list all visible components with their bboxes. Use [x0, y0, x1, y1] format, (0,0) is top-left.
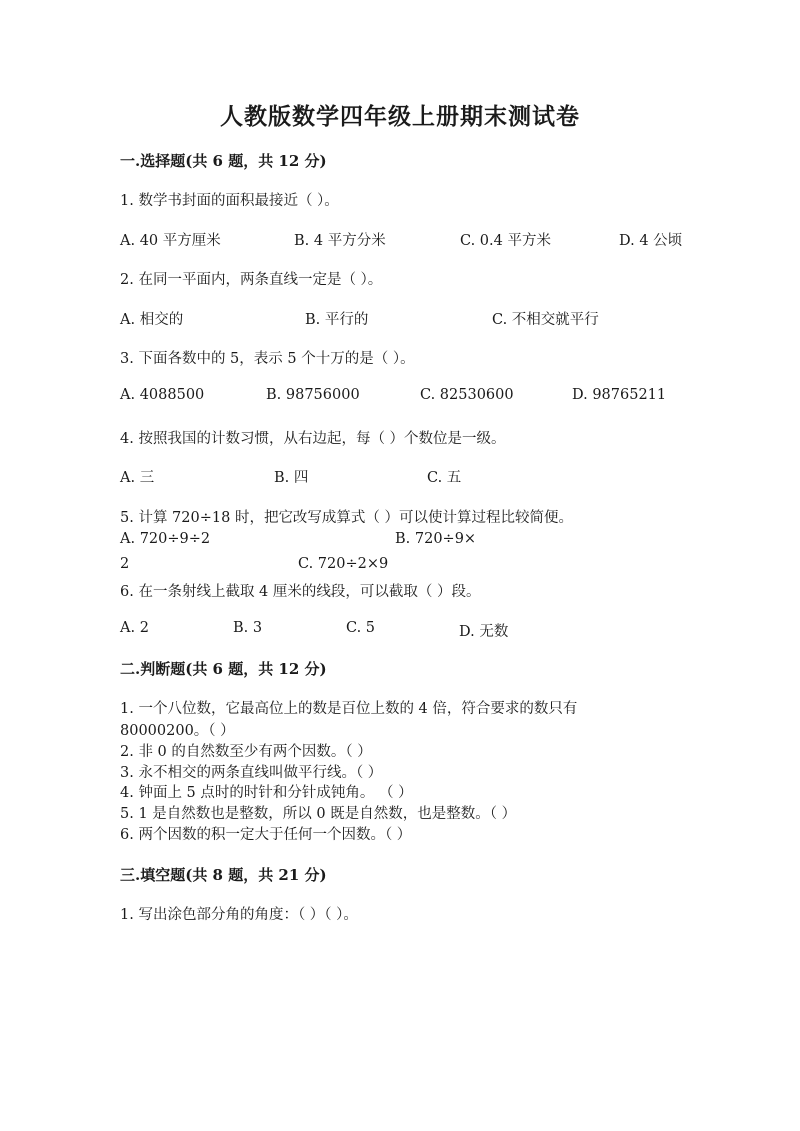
- section-heading-judgement: 二.判断题(共 6 题，共 12 分): [120, 660, 327, 678]
- question-text: 5. 计算 720÷18 时，把它改写成算式（ ）可以使计算过程比较简便。: [120, 510, 574, 526]
- option-b: B. 720÷9×: [395, 531, 477, 547]
- option-c: C. 五: [427, 470, 462, 486]
- question-text: 4. 按照我国的计数习惯，从右边起，每（ ）个数位是一级。: [120, 431, 506, 447]
- option-d: D. 无数: [459, 624, 509, 640]
- page-title: 人教版数学四年级上册期末测试卷: [220, 103, 580, 130]
- question-text: 6. 在一条射线上截取 4 厘米的线段，可以截取（ ）段。: [120, 584, 481, 600]
- section-heading-fill-in: 三.填空题(共 8 题，共 21 分): [120, 866, 327, 884]
- question-text: 1. 数学书封面的面积最接近（ ）。: [120, 193, 339, 209]
- option-d: D. 4 公顷: [619, 233, 683, 249]
- section-heading-choice: 一.选择题(共 6 题，共 12 分): [120, 152, 327, 170]
- question-text: 1. 写出涂色部分角的角度：（ ）（ ）。: [120, 907, 358, 923]
- statement-item: 5. 1 是自然数也是整数，所以 0 既是自然数，也是整数。（ ）: [120, 806, 517, 822]
- option-c: C. 不相交就平行: [492, 312, 599, 328]
- option-d: D. 98765211: [572, 387, 667, 403]
- option-a: A. 40 平方厘米: [120, 233, 221, 249]
- option-b: B. 四: [274, 470, 309, 486]
- statement-item: 6. 两个因数的积一定大于任何一个因数。（ ）: [120, 827, 412, 843]
- question-text: 2. 在同一平面内，两条直线一定是（ ）。: [120, 272, 383, 288]
- option-b: B. 4 平方分米: [294, 233, 386, 249]
- option-c: C. 720÷2×9: [298, 556, 389, 572]
- statement-item: 80000200。（ ）: [120, 723, 235, 739]
- option-b: B. 平行的: [305, 312, 369, 328]
- option-b-continuation: 2: [120, 556, 130, 572]
- option-c: C. 82530600: [420, 387, 514, 403]
- option-a: A. 三: [120, 470, 155, 486]
- option-c: C. 5: [346, 620, 376, 636]
- option-b: B. 3: [233, 620, 263, 636]
- statement-item: 2. 非 0 的自然数至少有两个因数。（ ）: [120, 744, 372, 760]
- option-b: B. 98756000: [266, 387, 360, 403]
- statement-item: 1. 一个八位数，它最高位上的数是百位上数的 4 倍，符合要求的数只有: [120, 701, 578, 717]
- option-a: A. 720÷9÷2: [120, 531, 211, 547]
- option-c: C. 0.4 平方米: [460, 233, 551, 249]
- question-text: 3. 下面各数中的 5，表示 5 个十万的是（ ）。: [120, 351, 415, 367]
- option-a: A. 2: [120, 620, 149, 636]
- statement-item: 4. 钟面上 5 点时的时针和分针成钝角。 （ ）: [120, 785, 413, 801]
- option-a: A. 相交的: [120, 312, 184, 328]
- option-a: A. 4088500: [120, 387, 205, 403]
- statement-item: 3. 永不相交的两条直线叫做平行线。（ ）: [120, 765, 383, 781]
